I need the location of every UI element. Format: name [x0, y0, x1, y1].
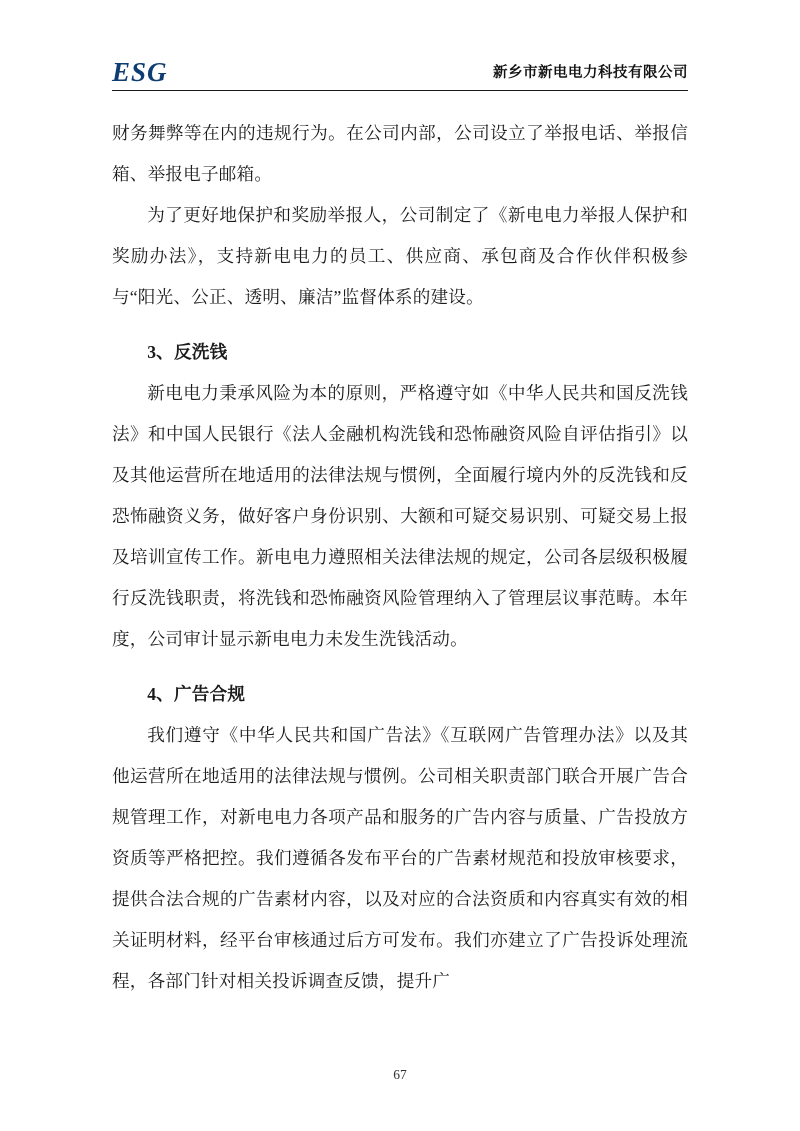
paragraph-anti-money-laundering: 新电电力秉承风险为本的原则，严格遵守如《中华人民共和国反洗钱法》和中国人民银行《法人金融机构洗钱和恐怖融资风险自评估指引》以及其他运营所在地适用的法律法规与惯例，全面履行境内外的反洗钱和反恐怖融资义务，做好客户身份识别、大额和可疑交易识别、可疑交易上报及培训宣传工作。新电电力遵照相关法律法规的规定，公司各层级积极履行反洗钱职责，将洗钱和恐怖融资风险管理纳入了管理层议事范畴。本年度，公司审计显示新电电力未发生洗钱活动。 — [112, 383, 688, 649]
document-body — [112, 113, 688, 1002]
page-content-area — [112, 40, 688, 1002]
section-spacer-2 — [112, 660, 688, 674]
section-heading-anti-money-laundering: 3、反洗钱 — [147, 342, 228, 362]
header-company-name: 新乡市新电电力科技有限公司 — [493, 65, 688, 81]
section-heading-advertising-compliance: 4、广告合规 — [147, 684, 246, 704]
page-header — [112, 40, 688, 91]
page-number: 67 — [393, 1067, 407, 1082]
paragraph-continuation: 财务舞弊等在内的违规行为。在公司内部，公司设立了举报电话、举报信箱、举报电子邮箱。 — [112, 123, 688, 184]
esg-logo: ESG — [112, 57, 168, 87]
paragraph-whistleblower-protection: 为了更好地保护和奖励举报人，公司制定了《新电电力举报人保护和奖励办法》，支持新电电力的员工、供应商、承包商及合作伙伴积极参与“阳光、公正、透明、廉洁”监督体系的建设。 — [112, 205, 688, 307]
section-spacer — [112, 318, 688, 332]
paragraph-advertising-compliance: 我们遵守《中华人民共和国广告法》《互联网广告管理办法》以及其他运营所在地适用的法律法规与惯例。公司相关职责部门联合开展广告合规管理工作，对新电电力各项产品和服务的广告内容与质量、广告投放方资质等严格把控。我们遵循各发布平台的广告素材规范和投放审核要求，提供合法合规的广告素材内容，以及对应的合法资质和内容真实有效的相关证明材料，经平台审核通过后方可发布。我们亦建立了广告投诉处理流程，各部门针对相关投诉调查反馈，提升广 — [112, 725, 688, 991]
